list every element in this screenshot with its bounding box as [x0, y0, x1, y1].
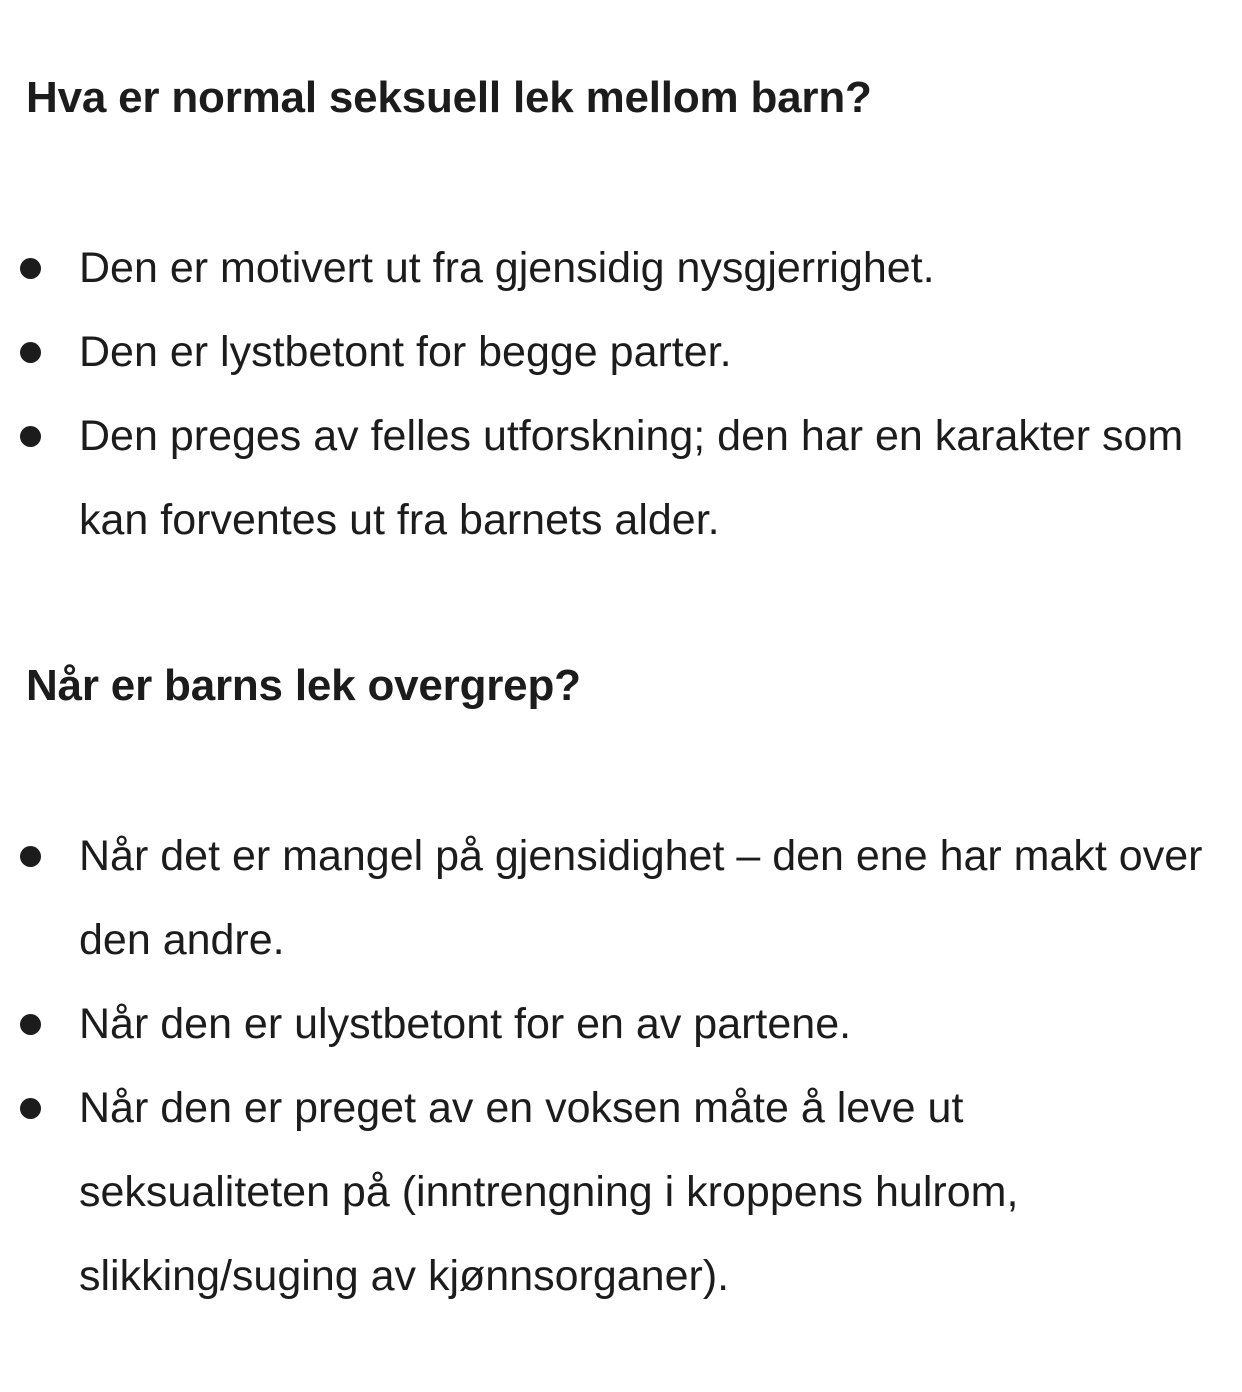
list-item — [20, 226, 1224, 310]
list-item — [20, 1066, 1224, 1318]
list-item — [20, 814, 1224, 982]
list-item-text: Den er motivert ut fra gjensidig nysgjerrighet. — [79, 244, 935, 292]
bullet-icon — [20, 342, 41, 363]
list-item-text: Den er lystbetont for begge parter. — [79, 328, 732, 376]
list-item-text: Den preges av felles utforskning; den har en karakter som kan forventes ut fra barnets alder. — [79, 412, 1184, 544]
bullet-list-normal-play — [20, 226, 1224, 562]
list-item — [20, 310, 1224, 394]
bullet-list-abuse — [20, 814, 1224, 1318]
list-item-text: Når det er mangel på gjensidighet – den ene har makt over den andre. — [79, 832, 1203, 964]
list-item-text: Når den er preget av en voksen måte å leve ut seksualiteten på (inntrengning i kroppens hulrom, slikking/suging av kjønnsorganer). — [79, 1084, 1019, 1300]
bullet-icon — [20, 1014, 41, 1035]
section-heading-normal-play: Hva er normal seksuell lek mellom barn? — [26, 73, 872, 122]
list-item-text: Når den er ulystbetont for en av partene. — [79, 1000, 852, 1048]
bullet-icon — [20, 846, 41, 867]
bullet-icon — [20, 1098, 41, 1119]
bullet-icon — [20, 426, 41, 447]
list-item — [20, 394, 1224, 562]
bullet-icon — [20, 258, 41, 279]
section-heading-abuse: Når er barns lek overgrep? — [26, 661, 581, 710]
list-item — [20, 982, 1224, 1066]
